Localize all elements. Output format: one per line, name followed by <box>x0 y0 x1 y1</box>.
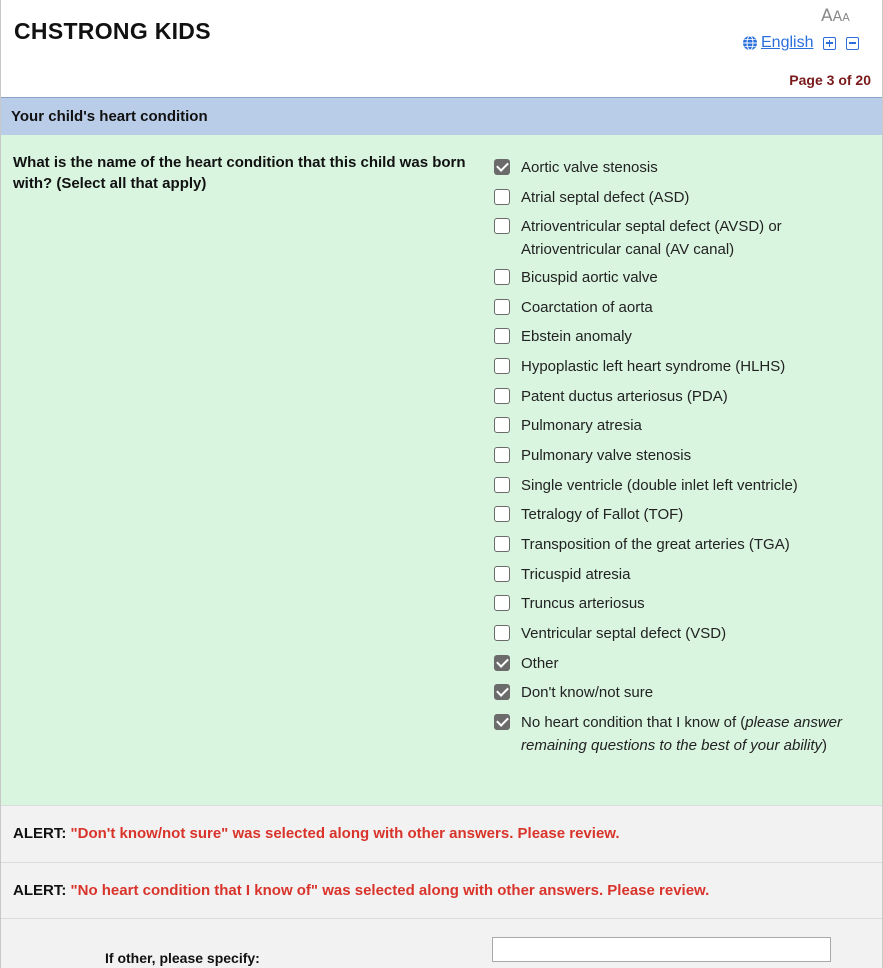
page-indicator: Page 3 of 20 <box>789 72 871 88</box>
option-pulmonary-atresia[interactable] <box>494 414 854 437</box>
checkbox[interactable] <box>494 655 510 671</box>
alert-prefix: ALERT: <box>13 882 67 899</box>
option-tga[interactable] <box>494 533 854 556</box>
option-label: Ventricular septal defect (VSD) <box>521 625 727 642</box>
option-avsd[interactable] <box>494 215 854 261</box>
option-pulmonary-valve-stenosis[interactable] <box>494 444 854 467</box>
checkbox[interactable] <box>494 566 510 582</box>
option-label: Coarctation of aorta <box>521 299 653 316</box>
option-label: Single ventricle (double inlet left ventricle) <box>521 477 798 494</box>
option-label: Patent ductus arteriosus (PDA) <box>521 388 728 405</box>
option-label <box>521 711 854 757</box>
option-label-italic: please answer remaining questions to the best of your ability <box>521 714 843 754</box>
app-title: CHSTRONG KIDS <box>14 18 211 44</box>
option-label: Pulmonary valve stenosis <box>521 447 692 464</box>
alert-text <box>13 882 709 899</box>
option-asd[interactable] <box>494 186 854 209</box>
checkbox[interactable] <box>494 684 510 700</box>
checkbox[interactable] <box>494 189 510 205</box>
checkbox[interactable] <box>494 625 510 641</box>
language-link[interactable]: English <box>761 34 814 51</box>
option-label: Don't know/not sure <box>521 684 654 701</box>
alert-prefix: ALERT: <box>13 825 67 842</box>
option-label-suffix: ) <box>822 737 828 754</box>
option-dont-know[interactable] <box>494 681 854 704</box>
checkbox[interactable] <box>494 417 510 433</box>
checkbox[interactable] <box>494 536 510 552</box>
option-label: Atrioventricular septal defect (AVSD) or Atrioventricular canal (AV canal) <box>521 218 782 258</box>
alert-message: "No heart condition that I know of" was selected along with other answers. Please review. <box>70 882 710 899</box>
globe-icon <box>742 35 758 51</box>
option-tricuspid-atresia[interactable] <box>494 563 854 586</box>
question-block <box>1 135 883 805</box>
option-label: Bicuspid aortic valve <box>521 269 658 286</box>
checkbox[interactable] <box>494 506 510 522</box>
checkbox[interactable] <box>494 299 510 315</box>
checkbox[interactable] <box>494 358 510 374</box>
option-coarctation-of-aorta[interactable] <box>494 296 854 319</box>
option-label: Ebstein anomaly <box>521 328 632 345</box>
option-ebstein-anomaly[interactable] <box>494 325 854 348</box>
option-label: Hypoplastic left heart syndrome (HLHS) <box>521 358 786 375</box>
option-other[interactable] <box>494 652 854 675</box>
option-label: Pulmonary atresia <box>521 417 642 434</box>
checkbox[interactable] <box>494 328 510 344</box>
other-specify-label: If other, please specify: <box>105 950 260 966</box>
checkbox[interactable] <box>494 477 510 493</box>
font-medium-button[interactable]: A <box>832 9 843 25</box>
option-label: Atrial septal defect (ASD) <box>521 189 690 206</box>
option-vsd[interactable] <box>494 622 854 645</box>
option-truncus-arteriosus[interactable] <box>494 592 854 615</box>
checkbox[interactable] <box>494 388 510 404</box>
checkbox[interactable] <box>494 595 510 611</box>
alert-dont-know <box>1 805 883 862</box>
option-label: Tricuspid atresia <box>521 566 631 583</box>
option-label: Tetralogy of Fallot (TOF) <box>521 506 684 523</box>
alert-no-heart-condition <box>1 862 883 918</box>
option-hlhs[interactable] <box>494 355 854 378</box>
font-size-control <box>821 6 850 26</box>
collapse-icon[interactable] <box>846 37 859 50</box>
expand-icon[interactable] <box>823 37 836 50</box>
checkbox[interactable] <box>494 159 510 175</box>
language-selector[interactable] <box>742 33 859 53</box>
checkbox[interactable] <box>494 447 510 463</box>
checkbox[interactable] <box>494 269 510 285</box>
option-single-ventricle[interactable] <box>494 474 854 497</box>
section-header <box>1 97 883 135</box>
checkbox[interactable] <box>494 714 510 730</box>
option-label-main: No heart condition that I know of ( <box>521 714 746 731</box>
option-label: Transposition of the great arteries (TGA) <box>521 536 790 553</box>
question-label: What is the name of the heart condition that this child was born with? (Select all that apply) <box>13 154 466 192</box>
option-label: Other <box>521 655 559 672</box>
alert-text <box>13 825 620 842</box>
header <box>1 0 883 97</box>
font-large-button[interactable]: A <box>821 6 833 26</box>
option-no-heart-condition[interactable] <box>494 711 854 757</box>
other-specify-input[interactable] <box>492 937 831 962</box>
option-label: Aortic valve stenosis <box>521 159 658 176</box>
checkbox[interactable] <box>494 218 510 234</box>
option-bicuspid-aortic-valve[interactable] <box>494 266 854 289</box>
option-label: Truncus arteriosus <box>521 595 645 612</box>
other-specify-row <box>1 918 883 968</box>
alert-message: "Don't know/not sure" was selected along with other answers. Please review. <box>70 825 620 842</box>
section-title: Your child's heart condition <box>11 108 208 125</box>
font-small-button[interactable]: A <box>842 11 850 24</box>
option-pda[interactable] <box>494 385 854 408</box>
option-tof[interactable] <box>494 503 854 526</box>
option-aortic-valve-stenosis[interactable] <box>494 156 854 179</box>
